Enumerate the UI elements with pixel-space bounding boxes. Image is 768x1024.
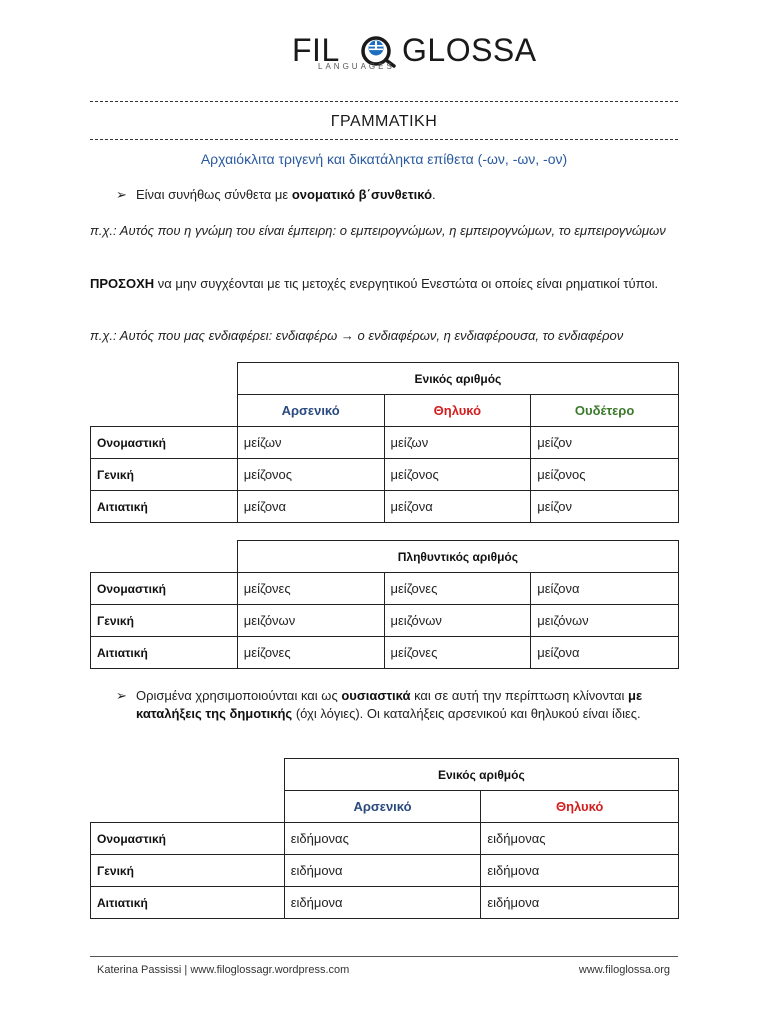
bullet1-end: . [432, 187, 436, 202]
section-title: ΓΡΑΜΜΑΤΙΚΗ [330, 113, 438, 130]
gender-neuter: Ουδέτερο [531, 395, 679, 427]
case-label: Ονομαστική [91, 823, 285, 855]
table-cell: μείζον [531, 427, 679, 459]
table-row [91, 491, 679, 523]
case-label: Γενική [91, 605, 238, 637]
table-row [91, 573, 679, 605]
table-cell: μείζων [384, 427, 531, 459]
table-singular [90, 362, 679, 523]
bullet-compound-rule [90, 186, 726, 204]
table-cell: ειδήμονας [284, 823, 481, 855]
bullet2-bold-2: με καταλήξεις της δημοτικής [136, 688, 643, 721]
table-cell: μειζόνων [237, 605, 384, 637]
example-2: π.χ.: Αυτός που μας ενδιαφέρει: ενδιαφέρω → ο ενδιαφέρων, η ενδιαφέρουσα, το ενδιαφέρον [90, 328, 624, 343]
table-cell: μείζονα [531, 573, 679, 605]
table-header: Ενικός αριθμός [284, 759, 678, 791]
table-cell: μείζονος [531, 459, 679, 491]
bullet2-text-2: και σε αυτή την περίπτωση κλίνονται [410, 688, 628, 703]
bullet1-text: Είναι συνήθως σύνθετα με [136, 187, 292, 202]
gender-masculine: Αρσενικό [237, 395, 384, 427]
case-label: Γενική [91, 855, 285, 887]
table-corner [91, 363, 238, 395]
table-corner [91, 791, 285, 823]
table-header: Πληθυντικός αριθμός [237, 541, 678, 573]
table-cell: ειδήμονα [284, 887, 481, 919]
table-corner [91, 395, 238, 427]
logo-text-left: FIL [292, 32, 340, 68]
table-cell: μειζόνων [531, 605, 679, 637]
page-subtitle: Αρχαιόκλιτα τριγενή και δικατάληκτα επίθετα (-ων, -ων, -ον) [200, 151, 568, 167]
case-label: Ονομαστική [91, 573, 238, 605]
bullet1-bold: ονοματικό β΄συνθετικό [291, 187, 433, 202]
table-row [91, 855, 679, 887]
table-cell: μείζονα [531, 637, 679, 669]
example-1: π.χ.: Αυτός που η γνώμη του είναι έμπειρη: ο εμπειρογνώμων, η εμπειρογνώμων, το εμπειρογνώμων [90, 223, 666, 238]
table-corner [91, 759, 285, 791]
table-cell: μείζονες [237, 637, 384, 669]
table-row [91, 427, 679, 459]
table-cell: μείζονος [384, 459, 531, 491]
table-cell: μείζονα [237, 491, 384, 523]
table-row [91, 459, 679, 491]
table-cell: μείζον [531, 491, 679, 523]
footer-author-link[interactable]: Katerina Passissi | www.filoglossagr.wordpress.com [97, 964, 350, 976]
logo-text-right: GLOSSA [402, 32, 537, 68]
bullet2-text-1: Ορισμένα χρησιμοποιούνται και ως [136, 688, 342, 703]
arrow-bullet-icon: ➢ [116, 187, 127, 202]
case-label: Αιτιατική [91, 887, 285, 919]
table-row [91, 887, 679, 919]
table-cell: ειδήμονα [284, 855, 481, 887]
table-cell: μείζονες [237, 573, 384, 605]
table-corner [91, 541, 238, 573]
bullet2-bold-1: ουσιαστικά [341, 688, 411, 703]
table-cell: μείζονες [384, 637, 531, 669]
table-row [91, 605, 679, 637]
table-row [91, 637, 679, 669]
table-noun-singular [90, 758, 679, 919]
case-label: Ονομαστική [91, 427, 238, 459]
table-cell: ειδήμονα [481, 855, 679, 887]
bullet-noun-usage [90, 687, 696, 723]
footer-divider [90, 956, 678, 957]
table-cell: μείζονα [384, 491, 531, 523]
table-cell: μείζων [237, 427, 384, 459]
case-label: Γενική [91, 459, 238, 491]
table-cell: μειζόνων [384, 605, 531, 637]
divider-top [90, 101, 678, 102]
table-cell: μείζονος [237, 459, 384, 491]
table-row [91, 823, 679, 855]
case-label: Αιτιατική [91, 491, 238, 523]
table-cell: ειδήμονας [481, 823, 679, 855]
gender-feminine: Θηλυκό [384, 395, 531, 427]
warning-paragraph [90, 275, 680, 293]
logo-subtitle: LANGUAGES [318, 62, 395, 71]
table-header: Ενικός αριθμός [237, 363, 678, 395]
filoglossa-logo [292, 32, 537, 76]
warning-text: να μην συγχέονται με τις μετοχές ενεργητικού Ενεστώτα οι οποίες είναι ρηματικοί τύποι. [154, 276, 659, 291]
case-label: Αιτιατική [91, 637, 238, 669]
divider-bottom [90, 139, 678, 140]
bullet2-text-3: (όχι λόγιες). Οι καταλήξεις αρσενικού και θηλυκού είναι ίδιες. [292, 706, 641, 721]
table-cell: μείζονες [384, 573, 531, 605]
table-cell: ειδήμονα [481, 887, 679, 919]
gender-masculine: Αρσενικό [284, 791, 481, 823]
footer-site-link[interactable]: www.filoglossa.org [578, 964, 670, 976]
arrow-bullet-icon: ➢ [116, 688, 127, 703]
warning-label: ΠΡΟΣΟΧΗ [90, 276, 155, 291]
gender-feminine: Θηλυκό [481, 791, 679, 823]
table-plural [90, 540, 679, 669]
